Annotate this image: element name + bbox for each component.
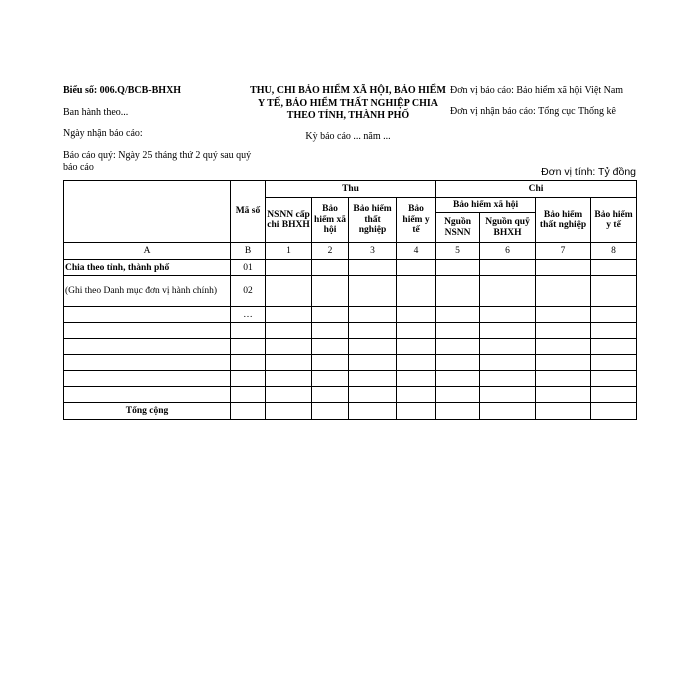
row-code: 02 bbox=[231, 276, 266, 307]
header-thu-col-2: Bảo hiểm xã hội bbox=[312, 198, 349, 243]
row-code bbox=[231, 355, 266, 371]
header-thu-col-1: NSNN cấp chi BHXH bbox=[266, 198, 312, 243]
form-code: Biểu số: 006.Q/BCB-BHXH bbox=[63, 85, 182, 96]
index-cell: 5 bbox=[436, 243, 480, 260]
header-chi-bhxh: Bảo hiểm xã hội bbox=[436, 198, 536, 213]
header-right bbox=[450, 85, 650, 126]
report-table bbox=[63, 180, 637, 420]
header-blank bbox=[64, 181, 231, 243]
header-row-1 bbox=[64, 181, 637, 198]
header-thu-col-3: Bảo hiểm thất nghiệp bbox=[349, 198, 397, 243]
index-cell: 7 bbox=[536, 243, 591, 260]
unit-note: Đơn vị tính: Tỷ đồng bbox=[541, 166, 636, 178]
table-row bbox=[64, 355, 637, 371]
row-code bbox=[231, 323, 266, 339]
header-code: Mã số bbox=[231, 181, 266, 243]
header-chi-col-5: Nguồn NSNN bbox=[436, 213, 480, 243]
table-row bbox=[64, 339, 637, 355]
index-cell: 2 bbox=[312, 243, 349, 260]
row-code bbox=[231, 371, 266, 387]
header-thu: Thu bbox=[266, 181, 436, 198]
row-code: … bbox=[231, 307, 266, 323]
index-cell: 1 bbox=[266, 243, 312, 260]
index-cell: 3 bbox=[349, 243, 397, 260]
header-left bbox=[63, 85, 253, 175]
index-cell: 4 bbox=[397, 243, 436, 260]
table-row bbox=[64, 371, 637, 387]
table-row bbox=[64, 387, 637, 403]
index-cell: 6 bbox=[480, 243, 536, 260]
row-code bbox=[231, 339, 266, 355]
table-row bbox=[64, 323, 637, 339]
table-row bbox=[64, 307, 637, 323]
header-thu-col-4: Bảo hiểm y tế bbox=[397, 198, 436, 243]
row-label bbox=[64, 387, 231, 403]
header-center bbox=[250, 85, 446, 143]
index-cell: A bbox=[64, 243, 231, 260]
row-label: Chia theo tỉnh, thành phố bbox=[64, 260, 231, 276]
header-chi-col-8: Bảo hiểm y tế bbox=[591, 198, 637, 243]
total-label: Tổng cộng bbox=[64, 403, 231, 420]
row-label bbox=[64, 371, 231, 387]
header-chi-col-6: Nguồn quỹ BHXH bbox=[480, 213, 536, 243]
total-row bbox=[64, 403, 637, 420]
index-cell: 8 bbox=[591, 243, 637, 260]
row-label bbox=[64, 339, 231, 355]
column-index-row bbox=[64, 243, 637, 260]
index-cell: B bbox=[231, 243, 266, 260]
table-row bbox=[64, 260, 637, 276]
report-title: THU, CHI BẢO HIỂM XÃ HỘI, BẢO HIỂM Y TẾ, BẢO HIỂM THẤT NGHIỆP CHIA THEO TỈNH, THÀNH PHỐ bbox=[250, 85, 446, 121]
row-label bbox=[64, 307, 231, 323]
row-label bbox=[64, 355, 231, 371]
report-period-rule: Báo cáo quý: Ngày 25 tháng thứ 2 quý sau quý báo cáo bbox=[63, 149, 252, 173]
received-date: Ngày nhận báo cáo: bbox=[63, 128, 143, 139]
receiving-unit: Đơn vị nhận báo cáo: Tổng cục Thống kê bbox=[450, 105, 616, 117]
issued-by: Ban hành theo... bbox=[63, 106, 129, 118]
report-period: Kỳ báo cáo ... năm ... bbox=[305, 130, 391, 142]
row-code bbox=[231, 387, 266, 403]
row-label: (Ghi theo Danh mục đơn vị hành chính) bbox=[64, 276, 231, 307]
header-chi-col-7: Bảo hiểm thất nghiệp bbox=[536, 198, 591, 243]
header-chi: Chi bbox=[436, 181, 637, 198]
row-label bbox=[64, 323, 231, 339]
reporting-unit: Đơn vị báo cáo: Bảo hiểm xã hội Việt Nam bbox=[450, 85, 624, 96]
table-row bbox=[64, 276, 637, 307]
row-code: 01 bbox=[231, 260, 266, 276]
